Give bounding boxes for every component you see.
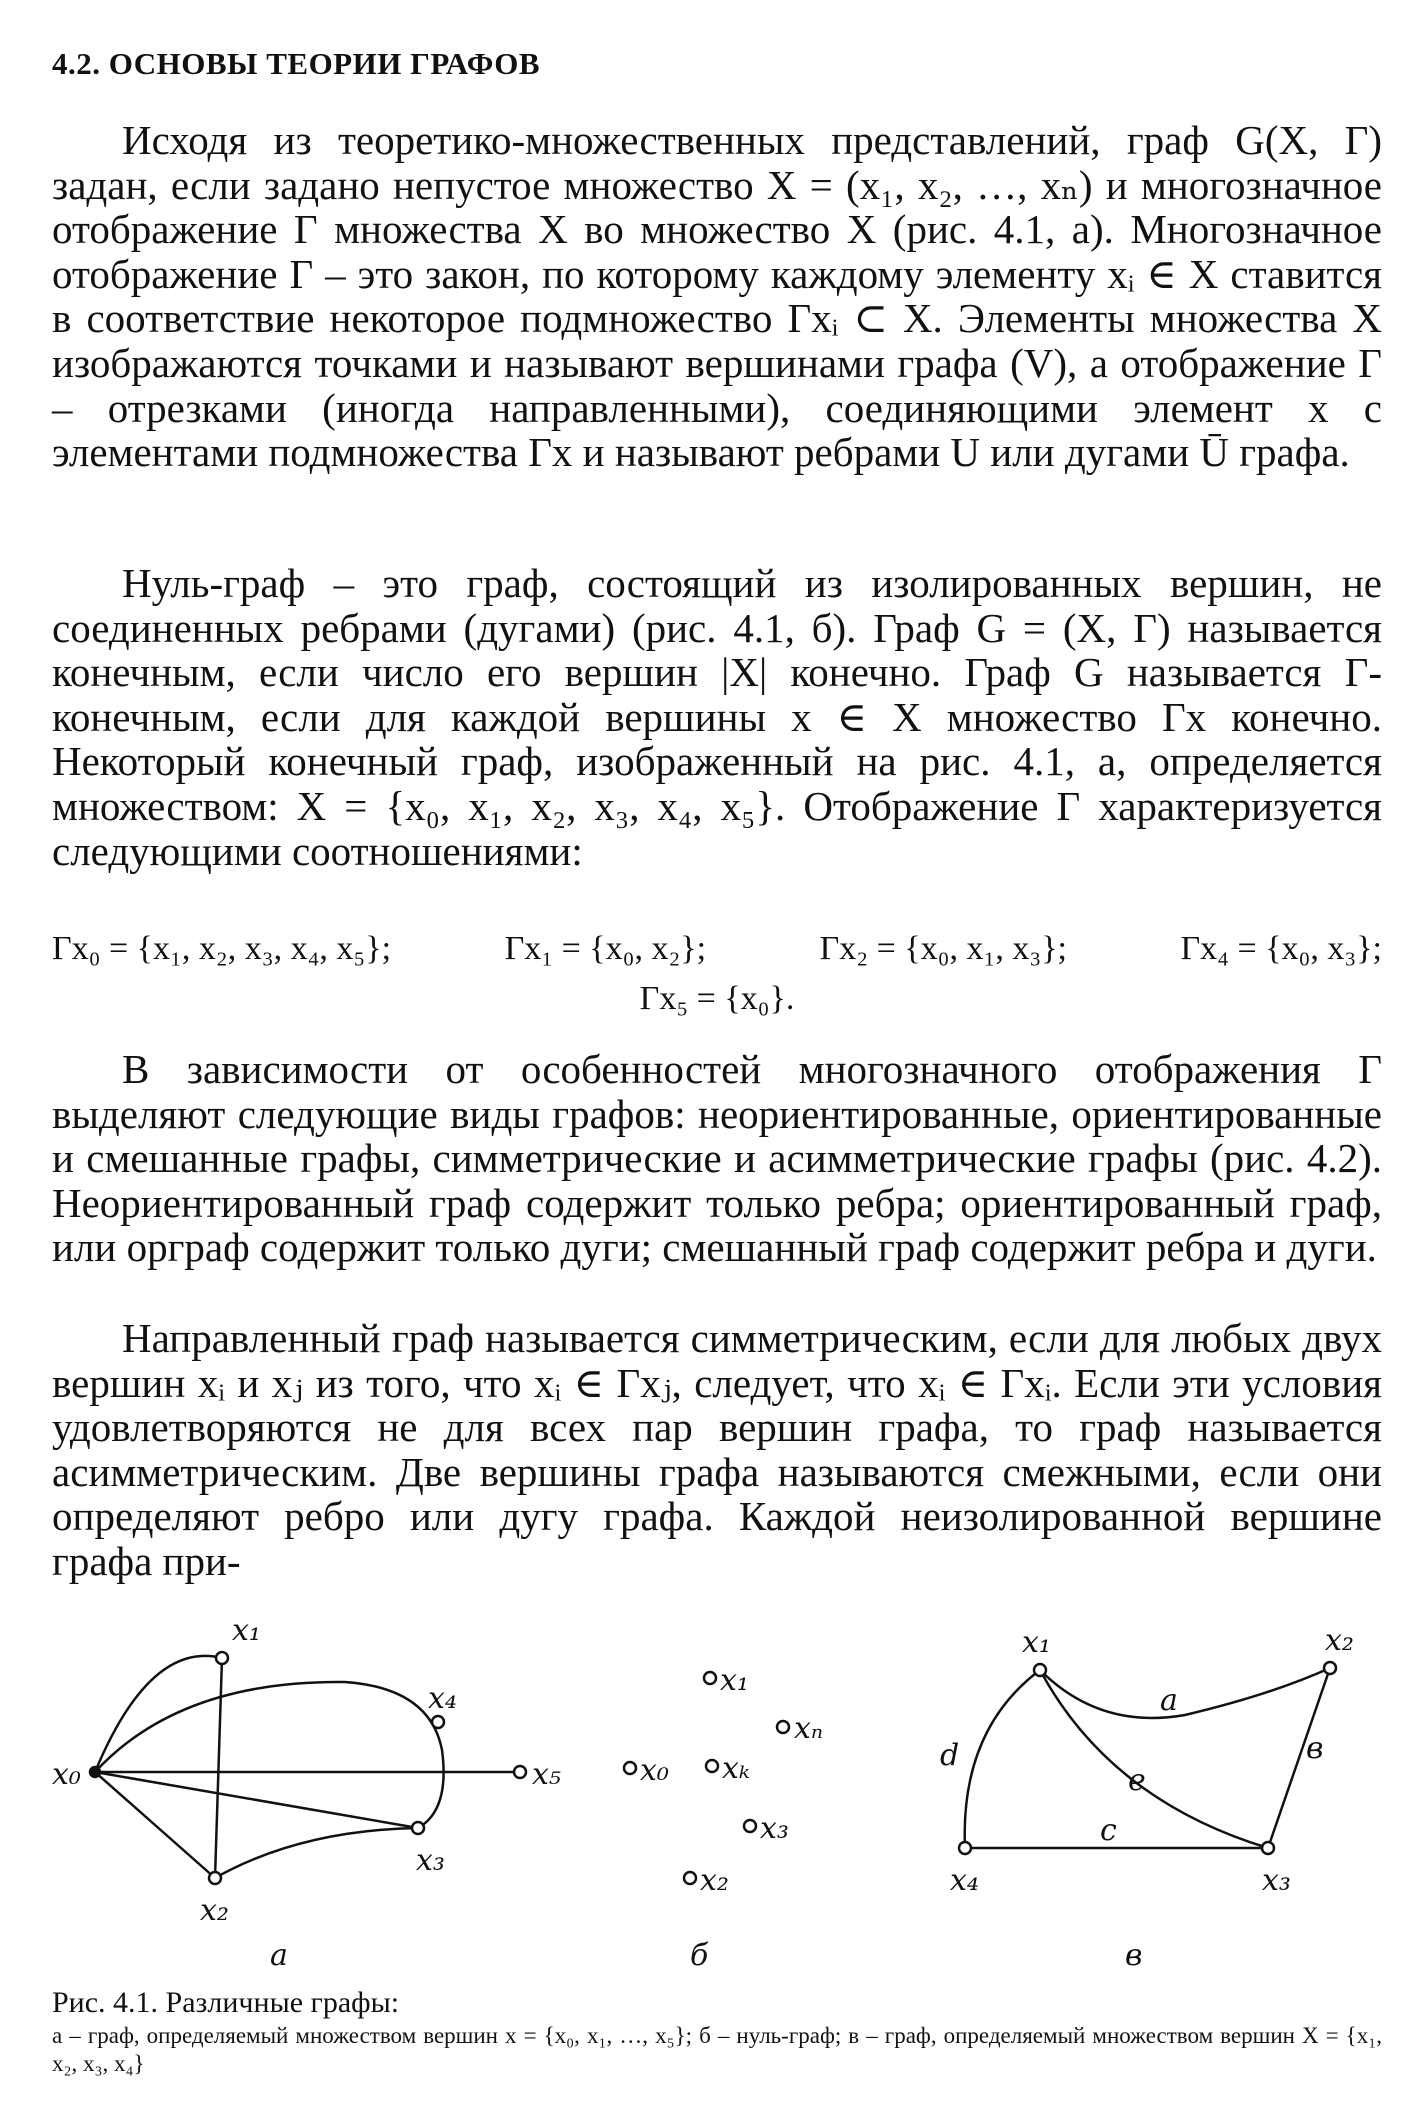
paragraph-symmetric-graph [52,1316,1382,1584]
section-heading: 4.2. ОСНОВЫ ТЕОРИИ ГРАФОВ [52,46,541,81]
vertex-x5 [514,1766,526,1778]
vertex-x4 [432,1716,444,1728]
mapping-formulas [52,924,1382,1024]
label-b-x1: x₁ [720,1663,749,1698]
paragraph-graph-types [52,1047,1382,1270]
edge-label-a: a [1160,1683,1178,1718]
vertex-x2 [1324,1662,1336,1674]
paragraph-text: Направленный граф называется симметрическим, если для любых двух вершин xᵢ и xⱼ из того, что xᵢ ∈ Γxⱼ, следует, что xᵢ ∈ Γxᵢ. Если эти условия удовлетворяются не для всех пар вершин графа, то граф называется асимметрическим. Две вершины графа называются смежными, если они определяют ребро или дугу графа. Каждой неизолированной вершине графа при- [52,1315,1382,1584]
edge-x0-x4 [95,1682,444,1828]
label-b-x0: x₀ [640,1753,669,1788]
formula-gamma-x0: Γx₀ = {x₁, x₂, x₃, x₄, x₅}; [52,930,392,967]
label-a-x2: x₂ [200,1893,229,1928]
graph-c [959,1662,1336,1854]
edge-x1-x4-d [965,1670,1040,1848]
vertex-x4 [959,1842,971,1854]
label-a-x3: x₃ [416,1843,445,1878]
formula-gamma-x2: Γx₂ = {x₀, x₁, x₃}; [819,930,1067,967]
vertex-x1 [216,1652,228,1664]
vertex-x1 [704,1672,716,1684]
edge-x1-x2-a [1040,1668,1330,1718]
label-c-x2: x₂ [1325,1623,1354,1658]
sublabel-b: б [690,1938,709,1973]
vertex-x2 [209,1872,221,1884]
figure-4-1 [0,1600,1428,1980]
edge-x0-x2 [95,1772,215,1878]
formula-row [52,924,1382,974]
caption-text: а – граф, определяемый множеством вершин x = {x₀, x₁, …, x₅}; б – нуль-граф; в – граф, определяемый множеством вершин X = {x₁, x₂, x₃, x₄} [52,2023,1382,2076]
paragraph-graph-definition [52,118,1382,475]
graph-a [90,1652,526,1884]
label-b-xn: xₙ [794,1711,824,1746]
label-b-xk: xₖ [722,1751,750,1786]
sublabel-c: в [1125,1938,1143,1973]
label-b-x3: x₃ [760,1811,789,1846]
edge-x0-x3 [95,1772,418,1828]
vertex-xn [777,1721,789,1733]
formula-gamma-x5: Γx₅ = {x₀}. [639,980,795,1017]
edge-label-d: d [940,1738,960,1773]
vertex-x2 [684,1872,696,1884]
paragraph-text: В зависимости от особенностей многозначного отображения Γ выделяют следующие виды графов: неориентированные, ориентированные и смешанные графы, симметрические и асимметрические графы (рис. 4.2). Неориентированный граф содержит только ребра; ориентированный граф, или орграф содержит только дуги; смешанный граф содержит ребра и дуги. [52,1046,1382,1271]
formula-gamma-x4: Γx₄ = {x₀, x₃}; [1180,930,1382,967]
edge-label-v: в [1306,1731,1324,1766]
label-c-x1: x₁ [1022,1625,1051,1660]
label-c-x4: x₄ [950,1863,979,1898]
label-c-x3: x₃ [1262,1863,1291,1898]
label-a-x4: x₄ [428,1681,457,1716]
edge-label-c: c [1100,1813,1117,1848]
vertex-x1 [1034,1664,1046,1676]
label-a-x1: x₁ [232,1613,261,1648]
paragraph-text: Нуль-граф – это граф, состоящий из изолированных вершин, не соединенных ребрами (дугами) (рис. 4.1, б). Граф G = (X, Γ) называется конечным, если число его вершин |X| конечно. Граф G называется Γ-конечным, если для каждой вершины x ∈ X множество Γx конечно. Некоторый конечный граф, изображенный на рис. 4.1, a, определяется множеством: X = {x₀, x₁, x₂, x₃, x₄, x₅}. Отображение Γ характеризуется следующими соотношениями: [52,560,1382,874]
caption-title: Рис. 4.1. Различные графы: [52,1986,400,2019]
vertex-x3 [412,1822,424,1834]
vertex-x3 [1262,1842,1274,1854]
label-b-x2: x₂ [700,1863,729,1898]
vertex-x3 [744,1820,756,1832]
vertex-xk [706,1760,718,1772]
figure-caption [52,1984,1382,2078]
paragraph-text: Исходя из теоретико-множественных представлений, граф G(X, Γ) задан, если задано непустое множество X = (x₁, x₂, …, xₙ) и многозначное отображение Γ множества X во множество X (рис. 4.1, a). Многозначное отображение Γ – это закон, по которому каждому элементу xᵢ ∈ X ставится в соответствие некоторое подмножество Γxᵢ ⊂ X. Элементы множества X изображаются точками и называют вершинами графа (V), а отображение Γ – отрезками (иногда направленными), соединяющими элемент x с элементами подмножества Γx и называют ребрами U или дугами Ū графа. [52,117,1382,476]
edge-label-e: e [1128,1763,1146,1798]
label-a-x0: x₀ [52,1757,81,1792]
vertex-x0 [624,1762,636,1774]
vertex-x0 [90,1767,100,1777]
edge-x2-x3 [215,1828,418,1878]
sublabel-a: а [270,1938,288,1973]
paragraph-null-graph [52,561,1382,873]
edge-x1-x2 [215,1658,222,1878]
label-a-x5: x₅ [532,1757,561,1792]
formula-gamma-x1: Γx₁ = {x₀, x₂}; [504,930,707,967]
formula-row [52,974,1382,1024]
